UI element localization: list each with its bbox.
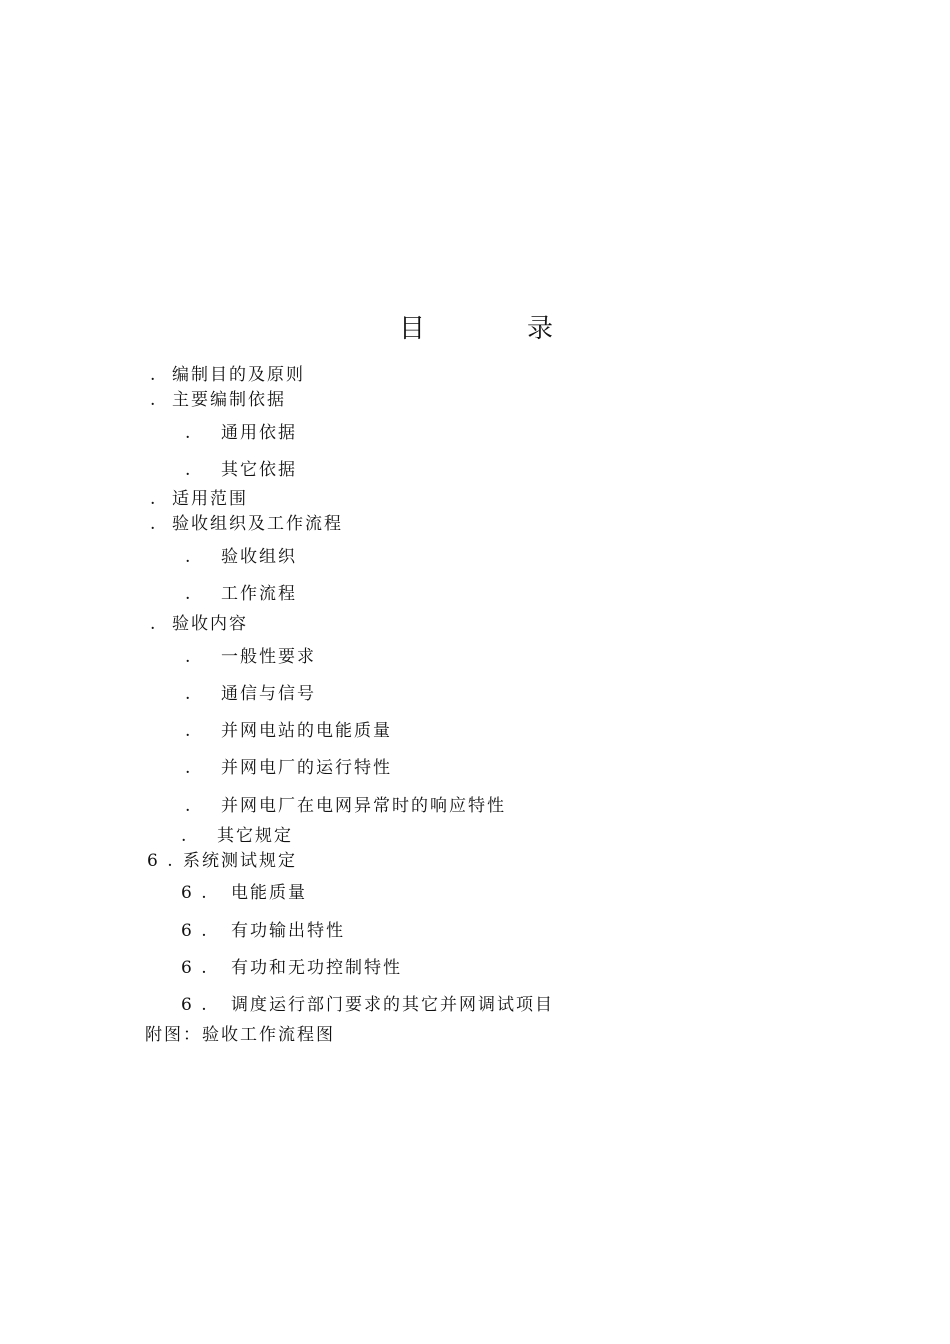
toc-entry-number: . (181, 826, 189, 846)
toc-entry-number: . (185, 547, 193, 567)
toc-subentry (181, 882, 307, 904)
toc-entry (150, 613, 248, 635)
toc-entry-number: . (185, 796, 193, 816)
toc-entry-label: 并网电厂在电网异常时的响应特性 (221, 796, 506, 816)
toc-title (0, 312, 950, 352)
toc-entry-number: 6 . (181, 958, 209, 978)
toc-entry-label: 一般性要求 (221, 647, 316, 667)
toc-subentry (185, 546, 297, 568)
toc-subentry (181, 825, 293, 847)
toc-entry-number: . (150, 614, 158, 634)
toc-entry-label: 验收组织及工作流程 (172, 514, 343, 534)
toc-entry-number: 6 . (181, 883, 209, 903)
toc-entry-label: 有功输出特性 (231, 921, 345, 941)
toc-entry-label: 验收内容 (172, 614, 248, 634)
toc-subentry (181, 957, 402, 979)
toc-entry-label: 电能质量 (231, 883, 307, 903)
toc-entry-number: . (185, 423, 193, 443)
toc-subentry (185, 720, 392, 742)
toc-subentry (185, 795, 506, 817)
toc-entry-number: . (185, 647, 193, 667)
toc-entry-number: . (185, 684, 193, 704)
toc-entry (150, 488, 248, 510)
toc-entry-number: . (185, 584, 193, 604)
toc-entry (150, 364, 305, 386)
toc-entry-label: 通用依据 (221, 423, 297, 443)
toc-entry-number: . (150, 489, 158, 509)
toc-entry-label: 有功和无功控制特性 (231, 958, 402, 978)
toc-entry-label: 适用范围 (172, 489, 248, 509)
toc-entry-label: 其它规定 (217, 826, 293, 846)
toc-entry-label: 工作流程 (221, 584, 297, 604)
toc-title-char-2: 录 (527, 314, 554, 344)
toc-subentry (185, 683, 316, 705)
toc-entry-label: 编制目的及原则 (172, 365, 305, 385)
toc-subentry (181, 920, 345, 942)
toc-entry-label: 并网电厂的运行特性 (221, 758, 392, 778)
toc-entry-number: 6 . (147, 851, 175, 871)
toc-entry-number: 6 . (181, 921, 209, 941)
toc-entry-number: . (150, 390, 158, 410)
toc-entry (150, 389, 286, 411)
toc-entry-number: 6 . (181, 995, 209, 1015)
toc-entry-label: 并网电站的电能质量 (221, 721, 392, 741)
toc-subentry (185, 459, 297, 481)
toc-entry-number: . (150, 514, 158, 534)
toc-entry-label: 主要编制依据 (172, 390, 286, 410)
toc-entry-label: 通信与信号 (221, 684, 316, 704)
toc-entry-label: 其它依据 (221, 460, 297, 480)
toc-title-char-1: 目 (399, 314, 426, 344)
toc-entry-number: . (185, 721, 193, 741)
toc-entry-label: 系统测试规定 (183, 851, 297, 871)
toc-entry-number: . (185, 460, 193, 480)
toc-appendix-entry (145, 1024, 335, 1046)
toc-entry-label: 附图：验收工作流程图 (145, 1025, 335, 1045)
toc-subentry (185, 646, 316, 668)
toc-entry-number: . (150, 365, 158, 385)
toc-subentry (185, 757, 392, 779)
toc-subentry (181, 994, 554, 1016)
toc-subentry (185, 583, 297, 605)
toc-entry-label: 调度运行部门要求的其它并网调试项目 (231, 995, 554, 1015)
toc-entry-number: . (185, 758, 193, 778)
toc-entry (150, 513, 343, 535)
toc-entry (147, 850, 297, 872)
toc-entry-label: 验收组织 (221, 547, 297, 567)
toc-subentry (185, 422, 297, 444)
